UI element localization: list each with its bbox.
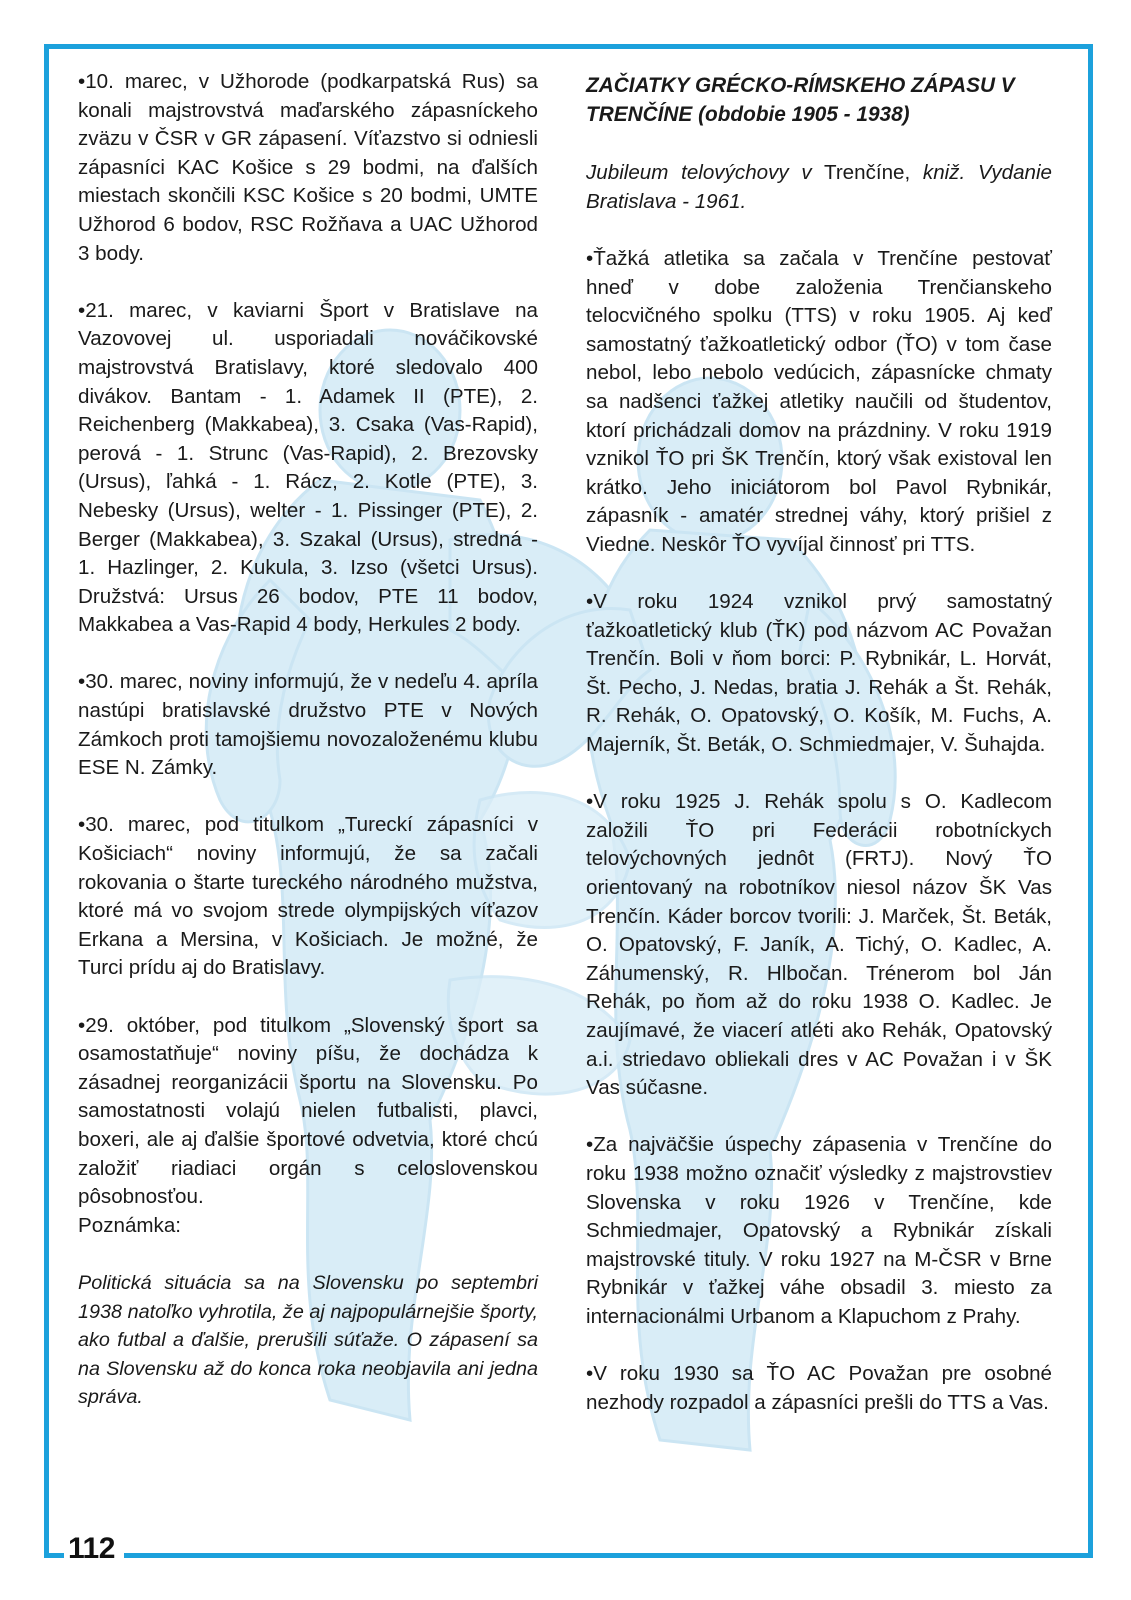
source-citation-part: Jubileum telovýchovy v (586, 161, 812, 185)
frame-right-border (1088, 44, 1093, 1558)
history-paragraph: •V roku 1925 J. Rehák spolu s O. Kadlecom založili ŤO pri Federácii robotníckych telovýchovných jednôt (FRTJ). Nový ŤO orientovaný na robotníkov niesol názov ŠK Vas Trenčín. Káder borcov tvorili: J. Marček, Št. Beták, O. Opatovský, F. Janík, A. Tichý, O. Kadlec, A. Záhumenský, R. Hlbočan. Trénerom bol Ján Rehák, po ňom až do roku 1938 O. Kadlec. Je zaujímavé, že viacerí atléti ako Rehák, Opatovský a.i. striedavo obliekali dres v AC Považan i v ŠK Vas súčasne. (586, 790, 1052, 1100)
news-item: •21. marec, v kaviarni Šport v Bratislave na Vazovovej ul. usporiadali nováčikovské majstrovstvá Bratislavy, ktoré sledovalo 400 divákov. Bantam - 1. Adamek II (PTE), 2. Reichenberg (Makkabea), 3. Csaka (Vas-Rapid), perová - 1. Strunc (Vas-Rapid), 2. Brezovsky (Ursus), ľahká - 1. Rácz, 2. Kotle (PTE), 3. Nebesky (Ursus), welter - 1. Pissinger (PTE), 2. Berger (Makkabea), 3. Szakal (Ursus), stredná - 1. Hazlinger, 2. Kukula, 3. Izso (všetci Ursus). Družstvá: Ursus 26 bodov, PTE 11 bodov, Makkabea a Vas-Rapid 4 body, Herkules 2 body. (78, 298, 538, 637)
frame-bottom-border-left (44, 1553, 64, 1558)
source-citation-part: kniž. Vydanie Bratislava - 1961. (586, 161, 1052, 213)
history-paragraph: •V roku 1930 sa ŤO AC Považan pre osobné nezhody rozpadol a zápasníci prešli do TTS a Vas. (586, 1362, 1052, 1414)
frame-left-border (44, 44, 49, 1558)
source-citation-part: Trenčíne, (811, 161, 923, 185)
note-label: Poznámka: (78, 1213, 182, 1237)
history-paragraph: •V roku 1924 vznikol prvý samostatný ťažkoatletický klub (ŤK) pod názvom AC Považan Trenčín. Boli v ňom borci: P. Rybnikár, L. Horvát, Št. Pecho, J. Nedas, bratia J. Rehák a Št. Rehák, R. Rehák, O. Opatovský, O. Košík, M. Fuchs, A. Majerník, Št. Beták, O. Schmiedmajer, V. Šuhajda. (586, 590, 1052, 757)
left-column (78, 68, 538, 1441)
frame-top-border (44, 44, 1093, 49)
right-column (586, 68, 1052, 1417)
source-citation (586, 159, 1052, 216)
note-text: Politická situácia sa na Slovensku po septembri 1938 natoľko vyhrotila, že aj najpopulárnejšie športy, ako futbal a ďalšie, prerušili súťaže. O zápasení sa na Slovensku až do konca roka neobjavila ani jedna správa. (78, 1271, 538, 1409)
news-item: •30. marec, noviny informujú, že v nedeľu 4. apríla nastúpi bratislavské družstvo PTE v Nových Zámkoch proti tamojšiemu novozaloženému klubu ESE N. Zámky. (78, 670, 538, 780)
history-paragraph: •Ťažká atletika sa začala v Trenčíne pestovať hneď v dobe založenia Trenčianskeho telocvičného spolku (TTS) v roku 1905. Aj keď samostatný ťažkoatletický odbor (ŤO) v tom čase nebol, lebo nebolo vedúcich, zápasnícke chmaty sa nadšenci ťažkej atletiky naučili od študentov, ktorí prichádzali domov na prázdniny. V roku 1919 vznikol ŤO pri ŠK Trenčín, ktorý však existoval len krátko. Jeho iniciátorom bol Pavol Rybnikár, zápasník - amatér strednej váhy, ktorý prišiel z Viedne. Neskôr ŤO vyvíjal činnosť pri TTS. (586, 246, 1052, 556)
section-title: ZAČIATKY GRÉCKO-RÍMSKEHO ZÁPASU V TRENČÍNE (obdobie 1905 - 1938) (586, 74, 1015, 126)
history-paragraph: •Za najväčšie úspechy zápasenia v Trenčíne do roku 1938 možno označiť výsledky z majstrovstiev Slovenska v roku 1926 v Trenčíne, kde Schmiedmajer, Opatovský a Rybnikár získali majstrovské tituly. V roku 1927 na M-ČSR v Brne Rybnikár v ťažkej váhe obsadil 3. miesto za internacionálmi Urbanom a Klapuchom z Prahy. (586, 1133, 1052, 1328)
news-item: •30. marec, pod titulkom „Tureckí zápasníci v Košiciach“ noviny informujú, že sa začali rokovania o štarte tureckého národného mužstva, ktoré má vo svojom strede olympijských víťazov Erkana a Mersina, v Košiciach. Je možné, že Turci prídu aj do Bratislavy. (78, 813, 538, 980)
news-item: •29. október, pod titulkom „Slovenský šport sa osamostatňuje“ noviny píšu, že dochádza k zásadnej reorganizácii športu na Slovensku. Po samostatnosti volajú nielen futbalisti, plavci, boxeri, ale aj ďalšie športové odvetvia, ktoré chcú založiť riadiaci orgán s celoslovenskou pôsobnosťou. (78, 1013, 538, 1209)
frame-bottom-border (124, 1553, 1093, 1558)
news-item: •10. marec, v Užhorode (podkarpatská Rus) sa konali majstrovstvá maďarského zápasníckeho zväzu v ČSR v GR zápasení. Víťazstvo si odniesli zápasníci KAC Košice s 29 bodmi, na ďalších miestach skončili KSC Košice s 20 bodmi, UMTE Užhorod 6 bodov, RSC Rožňava a UAC Užhorod 3 body. (78, 70, 538, 265)
page-number: 112 (68, 1532, 115, 1565)
